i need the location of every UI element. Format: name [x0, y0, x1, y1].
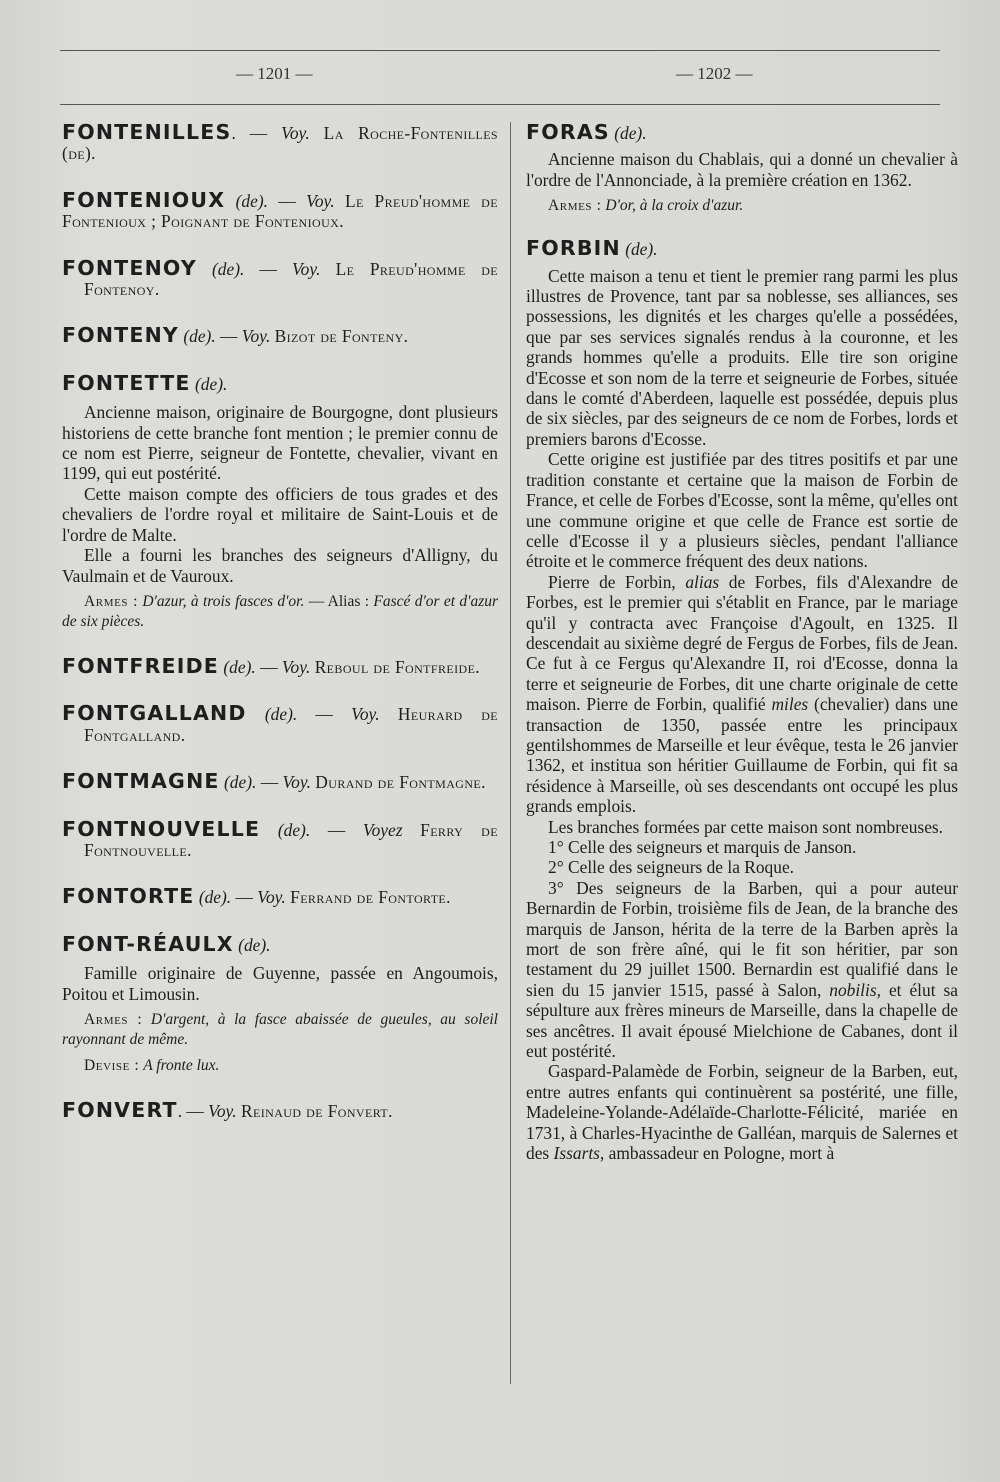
entry-heading: FORAS (de). [526, 120, 647, 144]
top-rule [60, 50, 940, 51]
entry-font-reaulx [62, 931, 498, 1076]
left-column [62, 122, 498, 1145]
arms-line: Armes : D'argent, à la fasce abaissée de gueules, au soleil rayonnant de même. [62, 1010, 498, 1048]
entry-fontenioux: FONTENIOUX (de). — Voy. Le Preud'homme de Fontenioux ; Poignant de Fontenioux. [62, 187, 498, 232]
entry-fontnouvelle: FONTNOUVELLE (de). — Voyez Ferry de Fontnouvelle. [62, 816, 498, 860]
page-number-right: — 1202 — [676, 64, 753, 83]
arms-line: Armes : D'or, à la croix d'azur. [548, 197, 744, 215]
cross-reference: Durand de Fontmagne. [315, 772, 486, 793]
entry-foras [526, 122, 958, 216]
cross-reference: Ferry de Fontnouvelle. [84, 819, 498, 860]
paragraph: Cette origine est justifiée par des titres positifs et par une tradition constante et certaine que la maison de Forbin de France, et celle de Forbes d'Ecosse, sont la même, qu'elles ont une commune origine et que celle de France est sortie de celle d'Ecosse il y a plusieurs siècles, pendant l'alliance étroite et le commerce fréquent des deux nations. [526, 449, 958, 572]
cross-reference: Reboul de Fontfreide. [314, 656, 481, 677]
headword: FONTETTE [62, 370, 191, 395]
entry-fontmagne: FONTMAGNE (de). — Voy. Durand de Fontmagne. [62, 769, 486, 794]
headword: FONTENILLES [62, 120, 232, 144]
entry-fontenilles: FONTENILLES. — Voy. La Roche-Fontenilles (de). [62, 120, 498, 164]
entry-fontette [62, 370, 499, 632]
paragraph: Ancienne maison du Chablais, qui a donné un chevalier à l'ordre de l'Annonciade, à la première création en 1362. [526, 149, 958, 190]
headword: FONVERT [62, 1097, 178, 1122]
entry-heading: FONTETTE (de). [62, 370, 228, 395]
cross-reference: Heurard de Fontgalland. [84, 704, 499, 745]
cross-reference: Reinaud de Fonvert. [241, 1100, 393, 1121]
entry-fontorte: FONTORTE (de). — Voy. Ferrand de Fontorte. [62, 884, 451, 909]
list-item: 3° Des seigneurs de la Barben, qui a pour auteur Bernardin de Forbin, troisième fils de Jean, de la branche des marquis de Janson, hérita de la terre de la Barben après la mort de son frère aîné, qui le fit son héritier, par son testament du 29 juillet 1500. Bernardin est qualifié dans le sien du 15 janvier 1515, passé à Salon, nobilis, et élut sa sépulture aux frères mineurs de Marseille, dans la chapelle de ses ancêtres. Il avait épousé Mielchione de Cabanes, dont il eut postérité. [526, 877, 958, 1062]
entry-fontgalland: FONTGALLAND (de). — Voy. Heurard de Fontgalland. [62, 701, 499, 745]
headword: FONT-RÉAULX [62, 931, 234, 956]
right-column [526, 122, 958, 1188]
headword: FONTGALLAND [62, 701, 247, 726]
arms-line: Armes : D'azur, à trois fasces d'or. — Alias : Fascé d'or et d'azur de six pièces. [62, 592, 499, 630]
cross-reference: Bizot de Fonteny. [274, 326, 409, 347]
entry-heading: FONT-RÉAULX (de). [62, 931, 271, 956]
headword: FORBIN [526, 236, 621, 261]
list-item: 2° Celle des seigneurs de la Roque. [548, 857, 795, 878]
header-rule [60, 104, 940, 105]
paragraph: Cette maison a tenu et tient le premier rang parmi les plus illustres de Provence, tant par sa noblesse, ses alliances, ses possessions, les dignités et les charges qu'elle a possédées, que par ses services signalés rendus à la couronne, et les grands hommes qu'elle a produits. Elle tire son origine d'Ecosse et son nom de la terre et seigneurie de Forbes, située dans le comté d'Aberdeen, laquelle est possédée, depuis plus de six siècles, par des seigneurs de ce nom de Forbes, lords et premiers barons d'Ecosse. [526, 265, 958, 449]
headword: FONTMAGNE [62, 769, 220, 794]
paragraph: Gaspard-Palamède de Forbin, seigneur de la Barben, eut, entre autres enfants qui continuèrent sa postérité, une fille, Madeleine-Yolande-Adélaïde-Charlotte-Félicité, mariée en 1731, à Charles-Hyacinthe de Galléan, marquis de Salernes et des Issarts, ambassadeur en Pologne, mort à [526, 1061, 958, 1164]
headword: FONTFREIDE [62, 653, 220, 678]
motto-line: Devise : A fronte lux. [84, 1056, 220, 1074]
page-number-left: — 1201 — [236, 64, 313, 83]
list-item: 1° Celle des seigneurs et marquis de Janson. [548, 837, 857, 857]
headword: FONTORTE [62, 884, 195, 909]
cross-reference: Ferrand de Fontorte. [290, 887, 451, 908]
paragraph: Elle a fourni les branches des seigneurs d'Alligny, du Vaulmain et de Vauroux. [62, 545, 498, 586]
paragraph: Les branches formées par cette maison sont nombreuses. [548, 816, 944, 837]
paragraph: Famille originaire de Guyenne, passée en Angoumois, Poitou et Limousin. [62, 963, 498, 1004]
headword: FONTENOY [62, 255, 197, 280]
entry-fonvert: FONVERT. — Voy. Reinaud de Fonvert. [62, 1097, 393, 1122]
column-divider [510, 122, 511, 1384]
cross-reference: La Roche-Fontenilles (de). [62, 123, 498, 164]
entry-forbin [526, 238, 958, 1163]
headword: FORAS [526, 120, 610, 144]
entry-fonteny: FONTENY (de). — Voy. Bizot de Fonteny. [62, 323, 409, 348]
paragraph: Cette maison compte des officiers de tous grades et des chevaliers de l'ordre royal et militaire de Saint-Louis et de l'ordre de Malte. [62, 483, 498, 545]
entry-heading: FORBIN (de). [526, 236, 658, 261]
cross-reference: Le Preud'homme de Fontenioux ; Poignant de Fontenioux. [62, 190, 498, 232]
paragraph: Pierre de Forbin, alias de Forbes, fils d'Alexandre de Forbes, est le premier qui s'établit en France, par le mariage qu'il y contracta avec Françoise d'Agoult, en 1325. Il descendait au sixième degré de Fergus de Forbes, fils de Jean. Ce fut à ce Fergus qu'Alexandre II, roi d'Ecosse, donna la terre et seigneurie de Forbes, dit une charte originale de cette maison. Pierre de Forbin, qualifié miles (chevalier) dans une transaction de 1350, passée entre les principaux gentilshommes de Marseille et leur évêque, testa le 26 janvier 1362, et institua son héritier Guillaume de Forbin, qui fit sa résidence à Marseille, où ses descendants ont occupé les plus grands emplois. [526, 571, 958, 817]
headword: FONTENIOUX [62, 187, 226, 212]
cross-reference: Le Preud'homme de Fontenoy. [84, 258, 498, 300]
paragraph: Ancienne maison, originaire de Bourgogne, dont plusieurs historiens de cette branche font mention ; le premier connu de ce nom est Pierre, seigneur de Fontette, chevalier, vivant en 1199, qui eut postérité. [62, 402, 498, 484]
entry-fontfreide: FONTFREIDE (de). — Voy. Reboul de Fontfreide. [62, 653, 481, 678]
headword: FONTNOUVELLE [62, 816, 261, 841]
entry-fontenoy: FONTENOY (de). — Voy. Le Preud'homme de Fontenoy. [62, 255, 498, 300]
headword: FONTENY [62, 323, 179, 348]
